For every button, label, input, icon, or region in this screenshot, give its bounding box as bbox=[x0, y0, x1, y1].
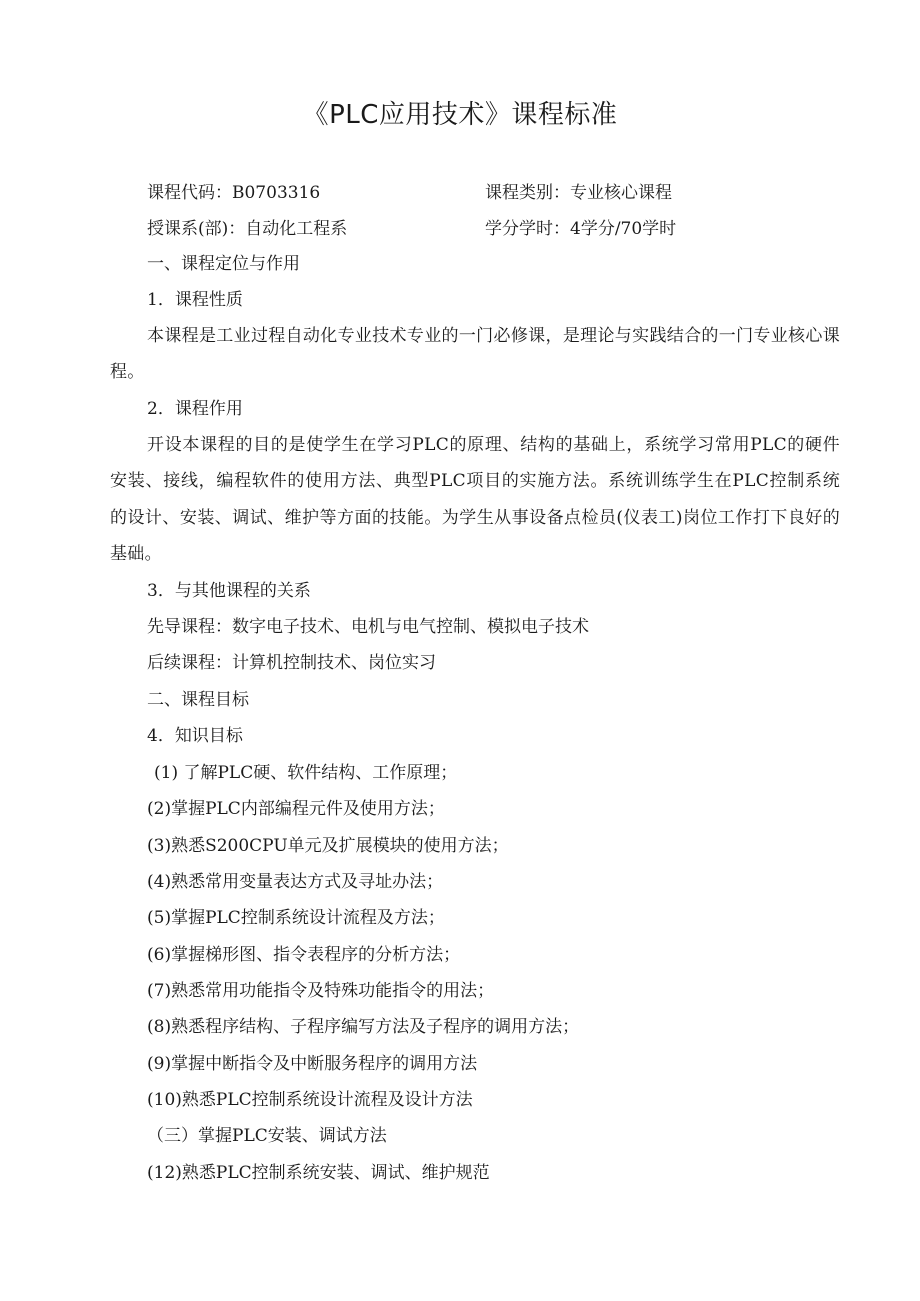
list-item: (9)掌握中断指令及中断服务程序的调用方法 bbox=[147, 1054, 478, 1074]
subheading-nature: 1．课程性质 bbox=[147, 290, 243, 310]
prerequisite-courses: 先导课程：数字电子技术、电机与电气控制、模拟电子技术 bbox=[147, 617, 589, 637]
section-heading-2: 二、课程目标 bbox=[147, 690, 249, 710]
department: 授课系(部)：自动化工程系 bbox=[147, 219, 348, 239]
paragraph-role: 开设本课程的目的是使学生在学习PLC的原理、结构的基础上，系统学习常用PLC的硬件安装、接线，编程软件的使用方法、典型PLC项目的实施方法。系统训练学生在PLC控制系统的设计、安装、调试、维护等方面的技能。为学生从事设备点检员(仪表工)岗位工作打下良好的基础。 bbox=[110, 435, 840, 564]
list-item: （三）掌握PLC安装、调试方法 bbox=[147, 1126, 387, 1146]
credits-hours: 学分学时：4学分/70学时 bbox=[485, 219, 677, 239]
list-item: (6)掌握梯形图、指令表程序的分析方法； bbox=[147, 945, 461, 965]
list-item: (4)熟悉常用变量表达方式及寻址办法； bbox=[147, 872, 444, 892]
list-item: (8)熟悉程序结构、子程序编写方法及子程序的调用方法； bbox=[147, 1017, 580, 1037]
list-item: (10)熟悉PLC控制系统设计流程及设计方法 bbox=[147, 1090, 473, 1110]
subheading-relation: 3．与其他课程的关系 bbox=[147, 581, 311, 601]
list-item: (3)熟悉S200CPU单元及扩展模块的使用方法； bbox=[147, 836, 509, 856]
list-item: (5)掌握PLC控制系统设计流程及方法； bbox=[147, 908, 445, 928]
followup-courses: 后续课程：计算机控制技术、岗位实习 bbox=[147, 653, 436, 673]
paragraph-nature: 本课程是工业过程自动化专业技术专业的一门必修课，是理论与实践结合的一门专业核心课程。 bbox=[110, 326, 840, 383]
course-code: 课程代码：B0703316 bbox=[147, 183, 321, 203]
meta-row-2 bbox=[147, 214, 847, 240]
section-heading-1: 一、课程定位与作用 bbox=[147, 254, 300, 274]
list-item: (2)掌握PLC内部编程元件及使用方法； bbox=[147, 799, 445, 819]
list-item: (12)熟悉PLC控制系统安装、调试、维护规范 bbox=[147, 1163, 490, 1183]
subheading-role: 2．课程作用 bbox=[147, 399, 243, 419]
course-category: 课程类别：专业核心课程 bbox=[485, 183, 672, 203]
meta-row-1 bbox=[147, 178, 847, 204]
subheading-knowledge: 4．知识目标 bbox=[147, 726, 243, 746]
list-item: (7)熟悉常用功能指令及特殊功能指令的用法； bbox=[147, 981, 495, 1001]
page-title: 《PLC应用技术》课程标准 bbox=[302, 100, 618, 130]
list-item: (1) 了解PLC硬、软件结构、工作原理； bbox=[154, 763, 458, 783]
